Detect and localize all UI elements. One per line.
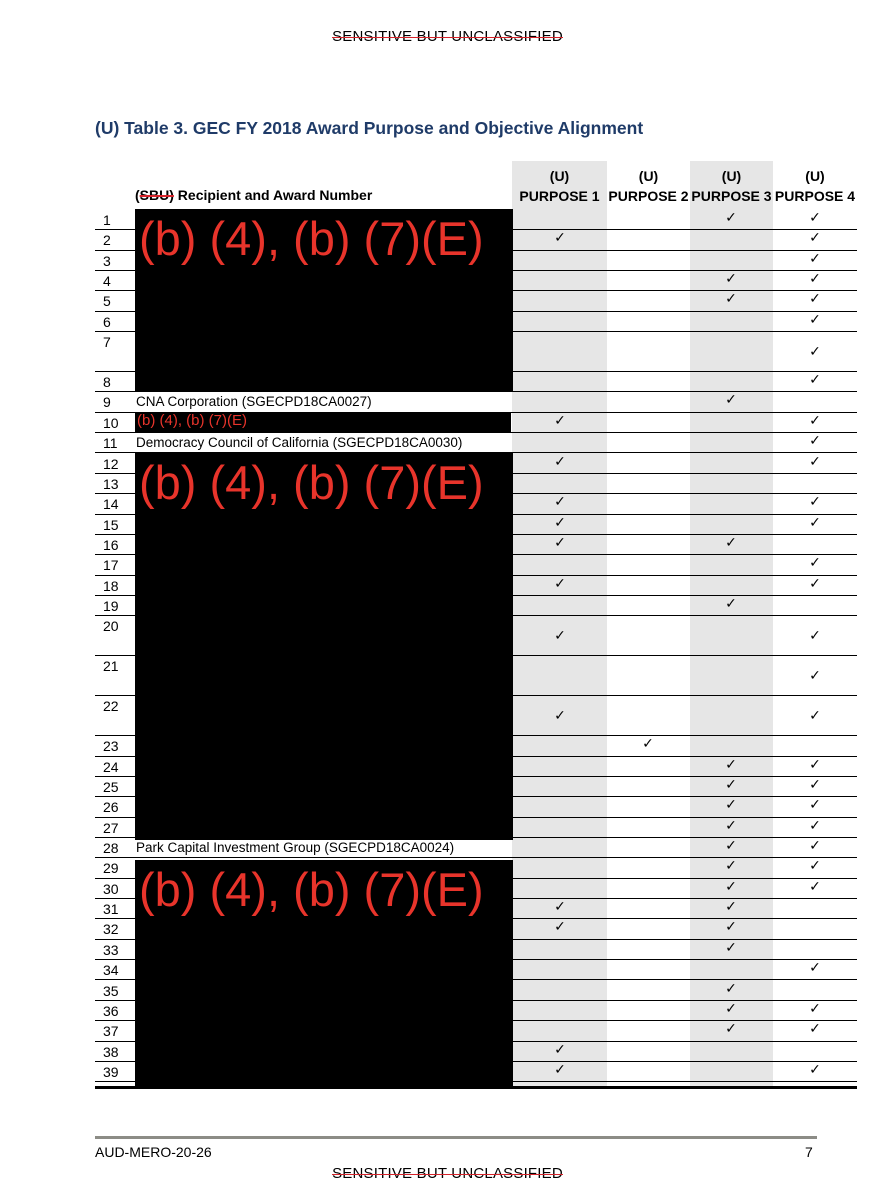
footer-classification-marking: SENSITIVE BUT UNCLASSIFIED: [332, 1165, 563, 1182]
row-number: 32: [103, 921, 119, 938]
table-bottom-rule: [95, 1086, 857, 1089]
purpose-1-header: (U) PURPOSE 1: [519, 168, 600, 204]
report-number: AUD-MERO-20-26: [95, 1144, 212, 1160]
row-number: 5: [103, 293, 111, 310]
row-number: 21: [103, 658, 119, 675]
checkmark-icon: ✓: [725, 1000, 737, 1017]
checkmark-icon: ✓: [725, 919, 737, 936]
table-title: (U) Table 3. GEC FY 2018 Award Purpose and Objective Alignment: [95, 118, 644, 138]
row-number: 20: [103, 618, 119, 635]
checkmark-icon: ✓: [809, 514, 821, 531]
checkmark-icon: ✓: [809, 210, 821, 226]
row-number: 29: [103, 860, 119, 877]
table-row: [95, 392, 857, 412]
checkmark-icon: ✓: [725, 777, 737, 793]
checkmark-icon: ✓: [809, 453, 821, 470]
row-number: 36: [103, 1002, 119, 1019]
checkmark-icon: ✓: [554, 534, 566, 551]
row-number: 28: [103, 840, 119, 857]
row-number: 25: [103, 779, 119, 795]
checkmark-icon: ✓: [809, 817, 821, 834]
checkmark-icon: ✓: [809, 1000, 821, 1017]
table-row: [95, 433, 857, 453]
checkmark-icon: ✓: [725, 878, 737, 895]
checkmark-icon: ✓: [725, 210, 737, 226]
checkmark-icon: ✓: [642, 736, 654, 753]
checkmark-icon: ✓: [809, 311, 821, 328]
checkmark-icon: ✓: [725, 797, 737, 814]
footer-rule: [95, 1136, 817, 1139]
row-number: 16: [103, 536, 119, 553]
checkmark-icon: ✓: [809, 858, 821, 875]
purpose-4-header: (U) PURPOSE 4: [774, 168, 856, 204]
recipient-name: Park Capital Investment Group (SGECPD18CA0024): [136, 840, 455, 856]
checkmark-icon: ✓: [809, 250, 821, 267]
checkmark-icon: ✓: [725, 817, 737, 834]
checkmark-icon: ✓: [725, 756, 737, 773]
checkmark-icon: ✓: [809, 230, 821, 247]
checkmark-icon: ✓: [554, 412, 566, 429]
row-number: 14: [103, 496, 119, 513]
row-number: 27: [103, 819, 119, 836]
checkmark-icon: ✓: [809, 668, 821, 685]
row-number: 34: [103, 962, 119, 979]
checkmark-icon: ✓: [554, 575, 566, 592]
row-number: 7: [103, 334, 111, 351]
checkmark-icon: ✓: [809, 708, 821, 725]
row-number: 37: [103, 1023, 119, 1040]
checkmark-icon: ✓: [554, 899, 566, 916]
checkmark-icon: ✓: [809, 575, 821, 592]
checkmark-icon: ✓: [725, 534, 737, 551]
checkmark-icon: ✓: [554, 628, 566, 645]
redaction-block: (b) (4), (b) (7)(E): [135, 209, 513, 392]
checkmark-icon: ✓: [725, 291, 737, 308]
checkmark-icon: ✓: [809, 756, 821, 773]
checkmark-icon: ✓: [809, 555, 821, 572]
checkmark-icon: ✓: [725, 392, 737, 409]
checkmark-icon: ✓: [554, 494, 566, 511]
header-classification-marking: SENSITIVE BUT UNCLASSIFIED: [332, 28, 563, 45]
row-number: 24: [103, 758, 119, 775]
redaction-block: (b) (4), (b) (7)(E): [135, 860, 513, 1087]
checkmark-icon: ✓: [809, 344, 821, 361]
redaction-block: (b) (4), (b) (7)(E): [135, 453, 513, 840]
row-number: 22: [103, 698, 119, 715]
checkmark-icon: ✓: [809, 372, 821, 389]
checkmark-icon: ✓: [809, 1021, 821, 1038]
checkmark-icon: ✓: [725, 899, 737, 916]
checkmark-icon: ✓: [809, 291, 821, 308]
purpose-3-header: (U) PURPOSE 3: [691, 168, 772, 204]
row-number: 31: [103, 901, 119, 918]
row-number: 33: [103, 941, 119, 958]
checkmark-icon: ✓: [725, 939, 737, 956]
row-number: 35: [103, 982, 119, 999]
row-number: 2: [103, 232, 111, 249]
row-number: 6: [103, 313, 111, 330]
checkmark-icon: ✓: [809, 628, 821, 645]
purpose-2-header: (U) PURPOSE 2: [608, 168, 689, 204]
checkmark-icon: ✓: [554, 230, 566, 247]
row-number: 9: [103, 394, 111, 411]
redaction-block: (b) (4), (b) (7)(E): [135, 412, 511, 432]
checkmark-icon: ✓: [809, 433, 821, 450]
checkmark-icon: ✓: [554, 708, 566, 725]
checkmark-icon: ✓: [725, 1021, 737, 1038]
checkmark-icon: ✓: [554, 1041, 566, 1058]
recipient-column-header: (SBU) Recipient and Award Number: [135, 187, 373, 203]
checkmark-icon: ✓: [554, 1061, 566, 1078]
checkmark-icon: ✓: [809, 960, 821, 977]
recipient-name: CNA Corporation (SGECPD18CA0027): [136, 394, 372, 410]
row-number: 3: [103, 252, 111, 269]
checkmark-icon: ✓: [554, 514, 566, 531]
checkmark-icon: ✓: [725, 838, 737, 855]
checkmark-icon: ✓: [809, 777, 821, 793]
page-number: 7: [805, 1144, 813, 1160]
checkmark-icon: ✓: [809, 494, 821, 511]
row-number: 4: [103, 273, 111, 290]
checkmark-icon: ✓: [809, 797, 821, 814]
row-number: 13: [103, 475, 119, 492]
checkmark-icon: ✓: [809, 412, 821, 429]
row-number: 38: [103, 1043, 119, 1060]
row-number: 19: [103, 597, 119, 614]
row-number: 10: [103, 414, 119, 431]
checkmark-icon: ✓: [725, 858, 737, 875]
checkmark-icon: ✓: [725, 271, 737, 288]
row-number: 11: [103, 435, 118, 452]
row-number: 18: [103, 577, 119, 594]
checkmark-icon: ✓: [554, 453, 566, 470]
row-number: 12: [103, 455, 119, 472]
checkmark-icon: ✓: [554, 919, 566, 936]
checkmark-icon: ✓: [809, 1061, 821, 1078]
row-number: 26: [103, 799, 119, 816]
row-number: 30: [103, 880, 119, 897]
recipient-name: Democracy Council of California (SGECPD18CA0030): [136, 435, 463, 451]
row-number: 17: [103, 557, 119, 574]
row-number: 39: [103, 1063, 119, 1080]
checkmark-icon: ✓: [809, 878, 821, 895]
row-number: 23: [103, 738, 119, 755]
checkmark-icon: ✓: [809, 838, 821, 855]
row-number: 8: [103, 374, 111, 391]
row-number: 1: [103, 212, 111, 228]
checkmark-icon: ✓: [725, 980, 737, 997]
checkmark-icon: ✓: [725, 595, 737, 612]
checkmark-icon: ✓: [809, 271, 821, 288]
table-row: [95, 838, 857, 858]
row-number: 15: [103, 516, 119, 533]
